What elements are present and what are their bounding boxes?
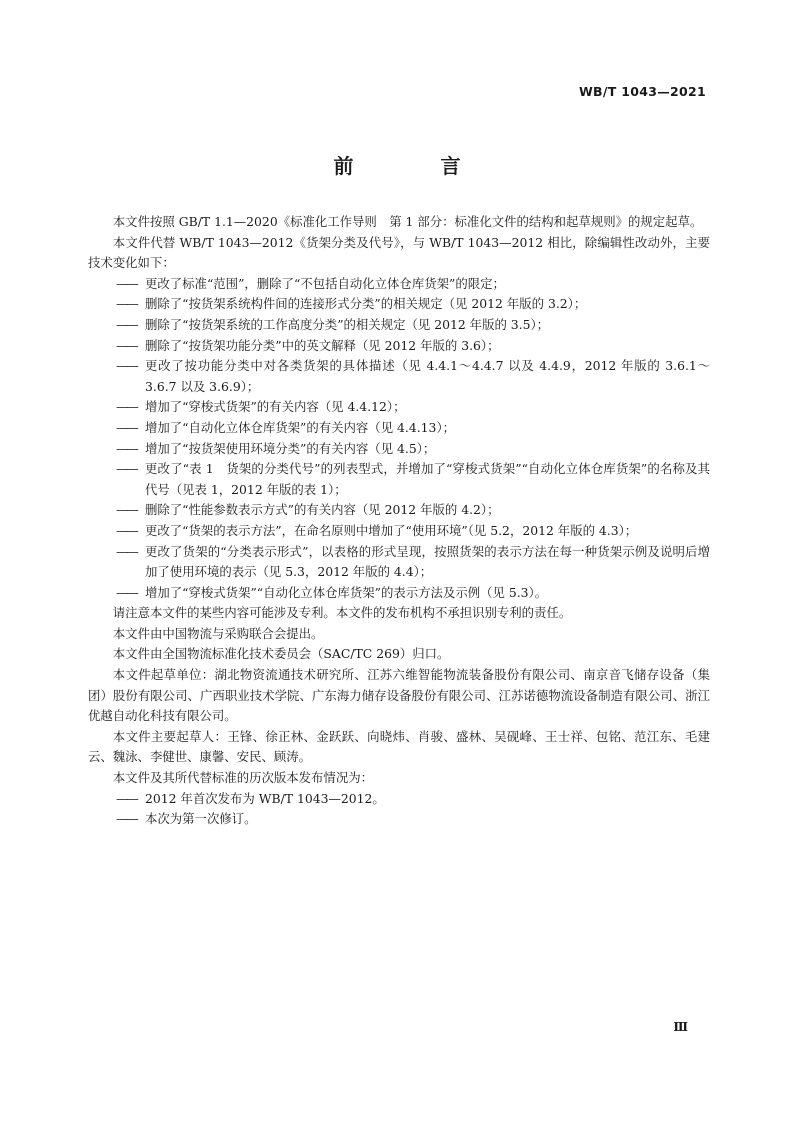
change-text: 更改了“货架的表示方法”，在命名原则中增加了“使用环境”（见 5.2，2012 年版的 4.3）； — [145, 522, 638, 538]
change-text: 删除了“按货架系统构件间的连接形式分类”的相关规定（见 2012 年版的 3.2）； — [145, 296, 587, 312]
change-item — [88, 294, 710, 315]
change-item — [88, 542, 710, 583]
change-text: 删除了“按货架功能分类”中的英文解释（见 2012 年版的 3.6）； — [145, 337, 500, 353]
dash-mark: —— — [116, 502, 137, 518]
change-text: 增加了“穿梭式货架”的有关内容（见 4.4.12）； — [145, 399, 406, 415]
change-item — [88, 397, 710, 418]
change-item — [88, 500, 710, 521]
drafters: 本文件主要起草人：王锋、徐正林、金跃跃、向晓炜、肖骏、盛林、吴砚峰、王士祥、包铭、范江东、毛建云、魏泳、李健世、康馨、安民、顾涛。 — [88, 728, 710, 765]
change-item — [88, 459, 710, 500]
dash-mark: —— — [116, 275, 137, 291]
intro-paragraph: 本文件代替 WB/T 1043—2012《货架分类及代号》，与 WB/T 1043—2012 相比，除编辑性改动外，主要技术变化如下： — [88, 234, 710, 271]
standard-code: WB/T 1043—2021 — [578, 84, 706, 99]
dash-mark: —— — [116, 399, 137, 415]
change-item — [88, 274, 710, 295]
change-item — [88, 336, 710, 357]
change-text: 删除了“按货架系统的工作高度分类”的相关规定（见 2012 年版的 3.5）； — [145, 316, 550, 332]
change-text: 删除了“性能参数表示方式”的有关内容（见 2012 年版的 4.2）； — [145, 502, 500, 518]
change-item — [88, 356, 710, 397]
body-paragraph: 本文件由中国物流与采购联合会提出。 — [112, 625, 324, 641]
change-item — [88, 521, 710, 542]
page-number: Ⅲ — [673, 1020, 688, 1034]
foreword-body — [88, 212, 710, 830]
change-text: 增加了“穿梭式货架”“自动化立体仓库货架”的表示方法及示例（见 5.3）。 — [145, 584, 548, 600]
history-item — [88, 809, 710, 830]
change-text: 更改了货架的“分类表示形式”，以表格的形式呈现，按照货架的表示方法在每一种货架示例及说明后增加了使用环境的表示（见 5.3，2012 年版的 4.4）； — [145, 543, 710, 580]
dash-mark: —— — [116, 419, 137, 435]
body-paragraph: 本文件由全国物流标准化技术委员会（SAC/TC 269）归口。 — [112, 646, 450, 662]
change-item — [88, 418, 710, 439]
change-text: 更改了“表 1 货架的分类代号”的列表型式，并增加了“穿梭式货架”“自动化立体仓库货架”的名称及其代号（见表 1，2012 年版的表 1）； — [145, 461, 710, 497]
change-item — [88, 439, 710, 460]
dash-mark: —— — [116, 584, 137, 600]
dash-mark: —— — [116, 358, 137, 374]
body-paragraph: 本文件及其所代替标准的历次版本发布情况为： — [112, 770, 373, 786]
dash-mark: —— — [116, 337, 137, 353]
dash-mark: —— — [116, 522, 137, 538]
change-text: 更改了标准“范围”，删除了“不包括自动化立体仓库货架”的限定； — [145, 275, 505, 291]
change-text: 增加了“自动化立体仓库货架”的有关内容（见 4.4.13）； — [145, 419, 456, 435]
dash-mark: —— — [116, 440, 137, 456]
body-paragraph: 请注意本文件的某些内容可能涉及专利。本文件的发布机构不承担识别专利的责任。 — [112, 605, 572, 621]
change-item — [88, 315, 710, 336]
change-text: 更改了按功能分类中对各类货架的具体描述（见 4.4.1～4.4.7 以及 4.4.9，2012 年版的 3.6.1～3.6.7 以及 3.6.9）； — [145, 358, 710, 394]
change-text: 增加了“按货架使用环境分类”的有关内容（见 4.5）； — [145, 440, 436, 456]
history-text: 2012 年首次发布为 WB/T 1043—2012。 — [145, 790, 385, 806]
history-item — [88, 789, 710, 810]
dash-mark: —— — [116, 790, 137, 806]
dash-mark: —— — [116, 296, 137, 312]
dash-mark: —— — [116, 543, 137, 559]
change-item — [88, 583, 710, 604]
dash-mark: —— — [116, 811, 137, 827]
dash-mark: —— — [116, 316, 137, 332]
history-text: 本次为第一次修订。 — [145, 811, 257, 827]
intro-paragraph: 本文件按照 GB/T 1.1—2020《标准化工作导则 第 1 部分：标准化文件的结构和起草规则》的规定起草。 — [112, 214, 703, 229]
dash-mark: —— — [116, 461, 137, 477]
drafting-units: 本文件起草单位：湖北物资流通技术研究所、江苏六维智能物流装备股份有限公司、南京音飞储存设备（集团）股份有限公司、广西职业技术学院、广东海力储存设备股份有限公司、江苏诺德物流设备制造有限公司、浙江优越自动化科技有限公司。 — [88, 667, 710, 724]
page-title: 前 言 — [333, 154, 501, 178]
